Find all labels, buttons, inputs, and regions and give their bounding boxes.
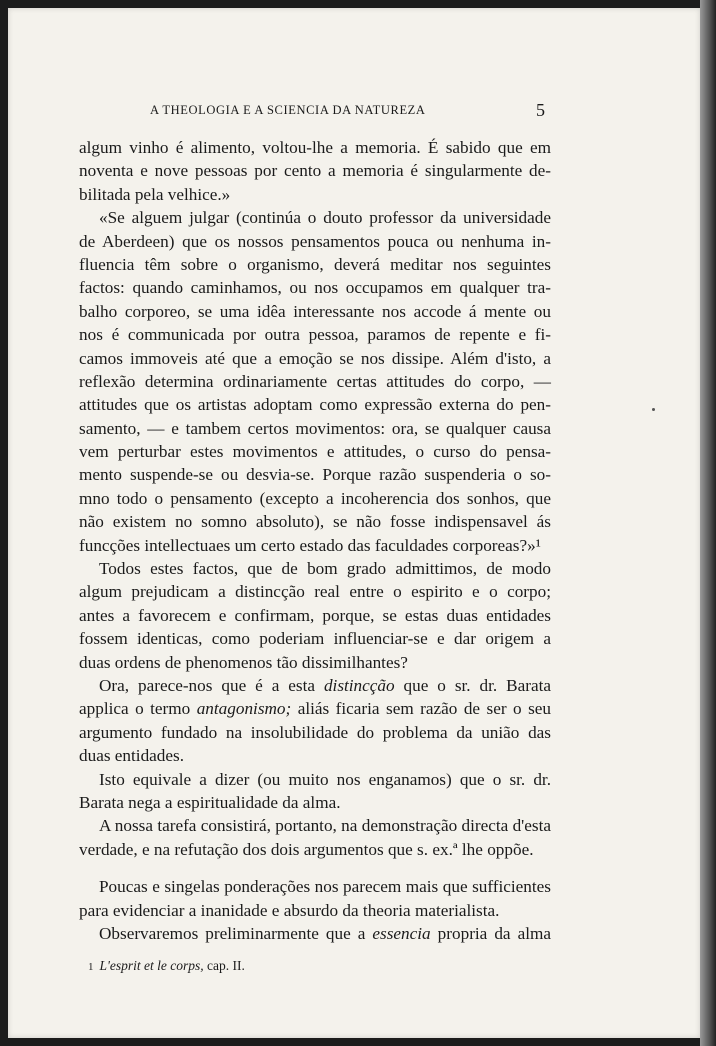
text-line: «Se alguem julgar (continúa o douto professor da universidade (99, 208, 551, 228)
text-line: Poucas e singelas ponderações nos parecem mais que sufficientes (99, 877, 551, 897)
text-line: fluencia têm sobre o organismo, deverá meditar nos seguintes (79, 254, 551, 274)
text-line: reflexão determina ordinariamente certas attitudes do corpo, — (79, 371, 551, 391)
text-line: Ora, parece-nos que é a esta distincção que o sr. dr. Barata (99, 675, 552, 695)
body-text (79, 136, 551, 945)
text-line: duas ordens de phenomenos tão dissimilhantes? (79, 652, 408, 672)
text-line: attitudes que os artistas adoptam como expressão externa do pen- (79, 395, 551, 415)
text-line: para evidenciar a inanidade e absurdo da theoria materialista. (79, 900, 500, 920)
text-line: de Aberdeen) que os nossos pensamentos pouca ou nenhuma in- (79, 231, 551, 251)
emphasis: distincção (323, 675, 395, 695)
text-line: algum prejudicam a distincção real entre o espirito e o corpo; (79, 582, 551, 602)
text-line: Barata nega a espiritualidade da alma. (79, 792, 341, 812)
text-line: algum vinho é alimento, voltou-lhe a memoria. É sabido que em (79, 138, 551, 157)
text-line: Observaremos preliminarmente que a essencia propria da alma (99, 923, 551, 943)
scan-top-border (0, 0, 716, 8)
text-line: fossem identicas, como poderiam influenciar-se e dar origem a (79, 629, 551, 649)
text-line: samento, — e tambem certos movimentos: ora, se qualquer causa (79, 418, 551, 438)
footnote (88, 958, 245, 974)
text-line: verdade, e na refutação dos dois argumentos que s. ex.ª lhe oppõe. (79, 839, 534, 859)
text-line: mento suspende-se ou desvia-se. Porque razão suspenderia o so- (79, 465, 551, 485)
text-line: nos é communicada por outra pessoa, paramos de repente e fi- (79, 325, 551, 345)
text-line: noventa e nove pessoas por cento a memoria é singularmente de- (79, 161, 551, 181)
text-line: argumento fundado na insolubilidade do problema da união das (79, 722, 551, 742)
emphasis: essencia (372, 923, 431, 943)
text-line: factos: quando caminhamos, ou nos occupamos em qualquer tra- (79, 278, 551, 298)
text-line: vem perturbar estes movimentos e attitudes, o curso do pensa- (79, 442, 551, 462)
text-line: funcções intellectuaes um certo estado das faculdades corporeas?»¹ (79, 535, 541, 555)
text-line: Todos estes factos, que de bom grado admittimos, de modo (99, 559, 551, 579)
page-binding-edge (700, 0, 716, 1046)
paper-speck (652, 408, 655, 411)
text-line: Isto equivale a dizer (ou muito nos enganamos) que o sr. dr. (99, 769, 551, 789)
text-line: antes a favorecem e confirmam, porque, se estas duas entidades (79, 605, 551, 625)
text-line: camos immoveis até que a emoção se nos dissipe. Além d'isto, a (79, 348, 551, 368)
text-line: duas entidades. (79, 746, 185, 766)
page-number: 5 (536, 100, 545, 120)
emphasis: antagonismo; (196, 699, 292, 719)
text-line: não existem no somno absoluto), se não fosse indispensavel ás (79, 512, 551, 532)
running-header: A THEOLOGIA E A SCIENCIA DA NATUREZA (150, 103, 426, 117)
text-line: bilitada pela velhice.» (79, 184, 231, 204)
text-line: balho corporeo, se uma idêa interessante nos accode á mente ou (79, 301, 551, 321)
text-line: applica o termo antagonismo; aliás ficaria sem razão de ser o seu (79, 699, 551, 719)
footnote-reference: cap. II. (203, 958, 245, 973)
text-line: mno todo o pensamento (excepto a incoherencia dos sonhos, que (79, 488, 551, 508)
footnote-title: L'esprit et le corps, (99, 958, 204, 973)
section-gap (79, 861, 551, 875)
footnote-number: 1 (88, 961, 94, 973)
text-line: A nossa tarefa consistirá, portanto, na demonstração directa d'esta (99, 816, 551, 836)
